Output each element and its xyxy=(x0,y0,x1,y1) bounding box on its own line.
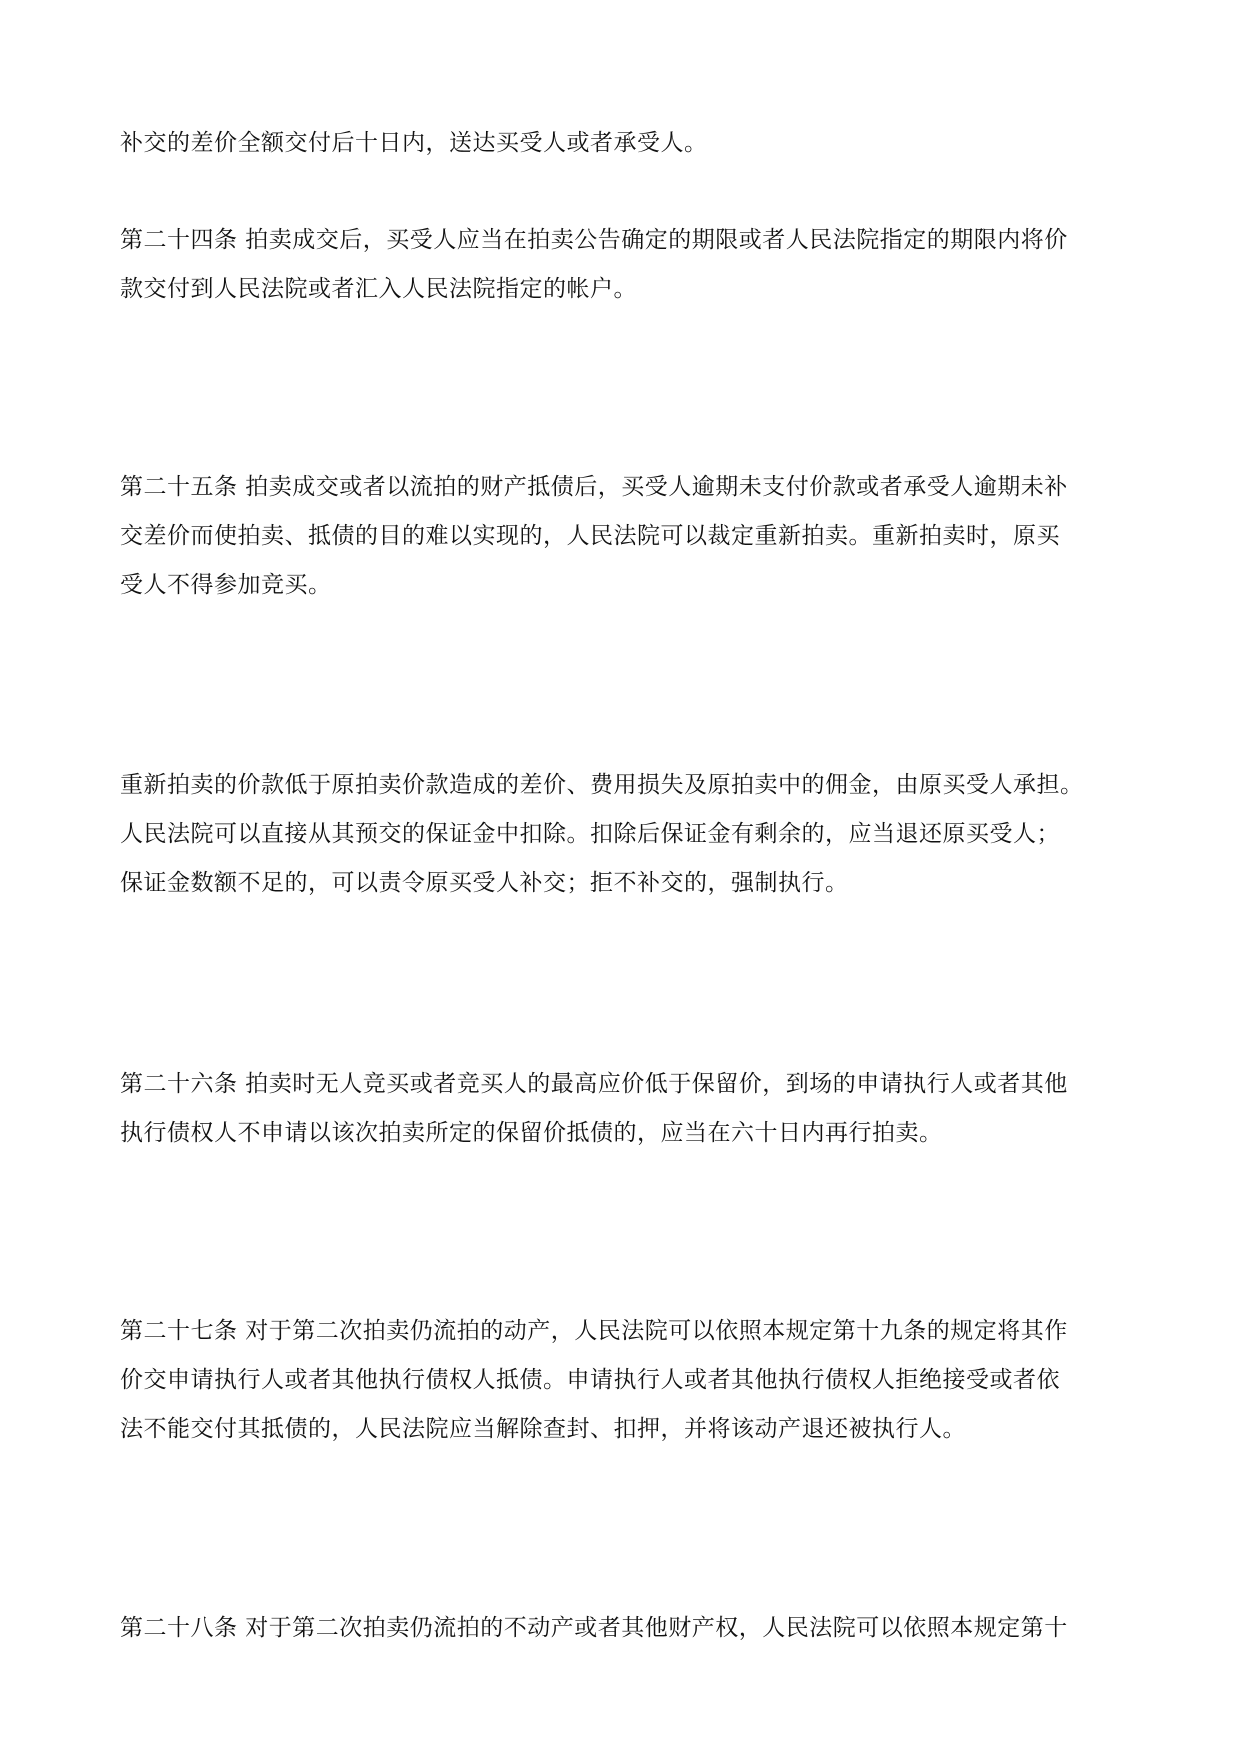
article-25-line-2: 交差价而使拍卖、抵债的目的难以实现的，人民法院可以裁定重新拍卖。重新拍卖时，原买 xyxy=(120,523,1060,549)
reauction-line-1: 重新拍卖的价款低于原拍卖价款造成的差价、费用损失及原拍卖中的佣金，由原买受人承担。 xyxy=(120,772,1084,798)
article-24-line-2: 款交付到人民法院或者汇入人民法院指定的帐户。 xyxy=(120,276,637,302)
article-25-line-1: 第二十五条 拍卖成交或者以流拍的财产抵债后，买受人逾期未支付价款或者承受人逾期未补 xyxy=(120,474,1068,500)
article-26-line-1: 第二十六条 拍卖时无人竞买或者竞买人的最高应价低于保留价，到场的申请执行人或者其他 xyxy=(120,1071,1068,1097)
reauction-line-3: 保证金数额不足的，可以责令原买受人补交；拒不补交的，强制执行。 xyxy=(120,870,849,896)
article-26-line-2: 执行债权人不申请以该次拍卖所定的保留价抵债的，应当在六十日内再行拍卖。 xyxy=(120,1120,943,1146)
article-28-line-1: 第二十八条 对于第二次拍卖仍流拍的不动产或者其他财产权，人民法院可以依照本规定第十 xyxy=(120,1615,1068,1641)
article-24-line-1: 第二十四条 拍卖成交后，买受人应当在拍卖公告确定的期限或者人民法院指定的期限内将价 xyxy=(120,227,1068,253)
paragraph-1-line-1: 补交的差价全额交付后十日内，送达买受人或者承受人。 xyxy=(120,130,708,156)
reauction-line-2: 人民法院可以直接从其预交的保证金中扣除。扣除后保证金有剩余的，应当退还原买受人； xyxy=(120,821,1060,847)
article-27-line-1: 第二十七条 对于第二次拍卖仍流拍的动产，人民法院可以依照本规定第十九条的规定将其作 xyxy=(120,1318,1068,1344)
article-25-line-3: 受人不得参加竞买。 xyxy=(120,572,332,598)
article-27-line-2: 价交申请执行人或者其他执行债权人抵债。申请执行人或者其他执行债权人拒绝接受或者依 xyxy=(120,1367,1060,1393)
article-27-line-3: 法不能交付其抵债的，人民法院应当解除查封、扣押，并将该动产退还被执行人。 xyxy=(120,1416,966,1442)
